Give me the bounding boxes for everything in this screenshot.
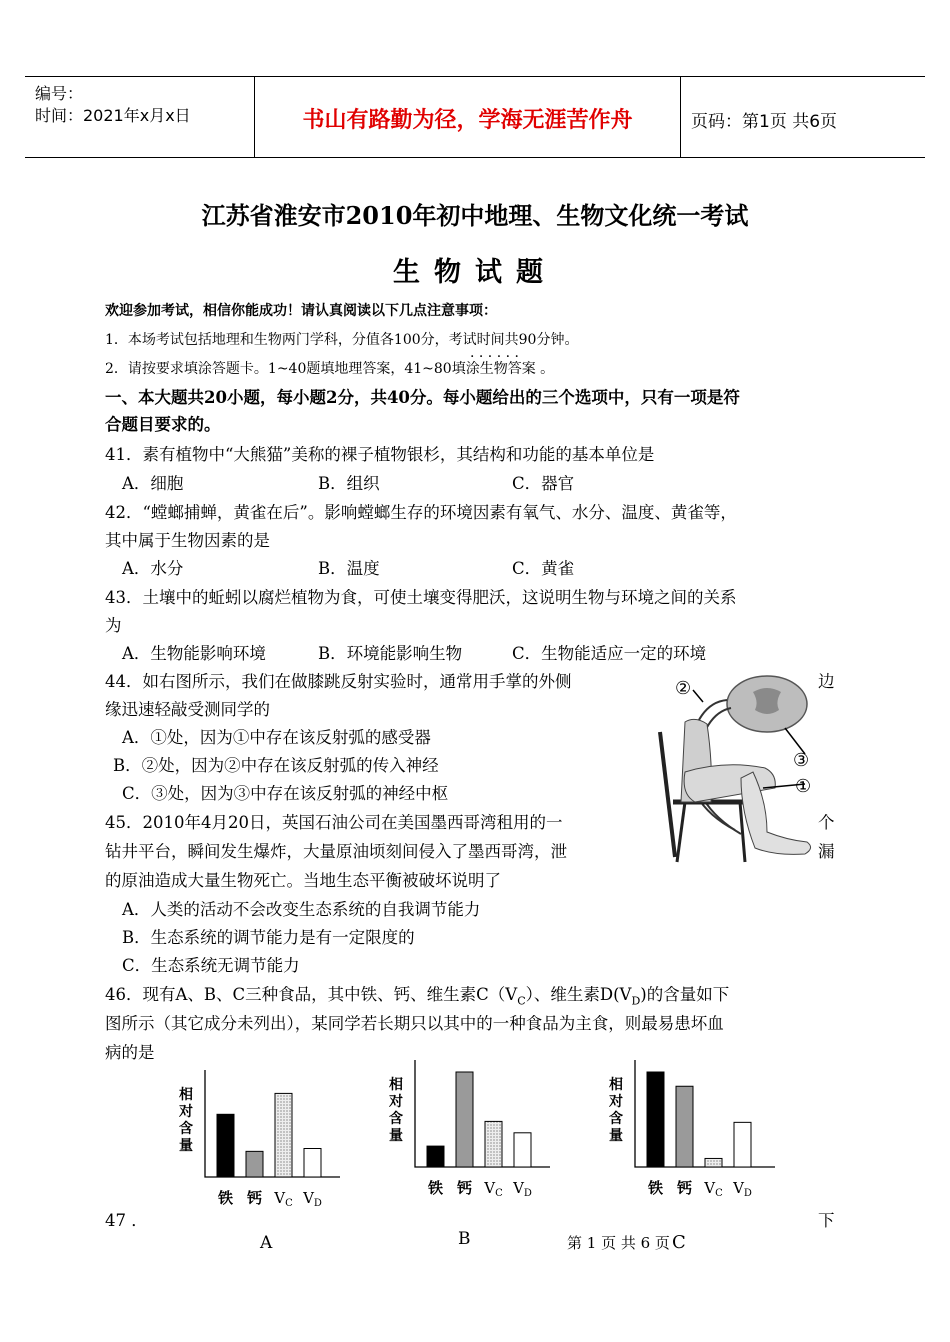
option-44-c: C．③处，因为③中存在该反射弧的神经中枢 <box>122 784 449 803</box>
chart-bar-4 <box>514 1133 531 1167</box>
section-heading-cont: 合题目要求的。 <box>105 415 221 434</box>
question-45-tail2: 漏 <box>818 842 835 861</box>
chart-tick-label: $V_C$ <box>484 1179 503 1199</box>
option-45-c: C．生态系统无调节能力 <box>122 956 300 975</box>
chart-tick-label: 铁 <box>217 1189 234 1207</box>
question-47-tail: 下 <box>818 1211 835 1230</box>
chart-tick-label: 铁 <box>427 1179 444 1197</box>
chair-leg <box>660 732 675 857</box>
knee-reflex-figure <box>645 662 825 872</box>
option-42-c: C．黄雀 <box>512 559 575 578</box>
option-43-a: A．生物能影响环境 <box>122 644 266 663</box>
q46-sub: D <box>631 994 641 1008</box>
option-44-a: A．①处，因为①中存在该反射弧的感受器 <box>122 728 431 747</box>
q46-text: 46．现有A、B、C三种食品，其中铁、钙、维生素C（V <box>105 985 518 1004</box>
option-42-b: B．温度 <box>318 559 380 578</box>
page-footer <box>567 1232 686 1253</box>
exam-title: 江苏省淮安市2010年初中地理、生物文化统一考试 <box>201 201 749 230</box>
chart-tick-label: $V_D$ <box>303 1189 322 1209</box>
question-43: 43．土壤中的蚯蚓以腐烂植物为食，可使土壤变得肥沃，这说明生物与环境之间的关系 <box>105 588 737 607</box>
question-43-cont: 为 <box>105 616 122 635</box>
chart-ylabel: 相对含量 <box>609 1077 623 1144</box>
chart-bar-3 <box>485 1121 502 1167</box>
chart-tick-label: 钙 <box>456 1179 473 1197</box>
chair-leg <box>677 802 685 862</box>
chart-bar-2 <box>676 1086 693 1167</box>
figure-label-1: ① <box>795 776 812 797</box>
header-bar <box>25 76 925 158</box>
chart-b <box>385 1055 550 1205</box>
chart-ylabel: 相对含量 <box>179 1087 193 1154</box>
chart-bar-1 <box>427 1146 444 1167</box>
chart-tick-label: $V_D$ <box>513 1179 532 1199</box>
footer-text: 第 1 页 共 6 页 <box>567 1234 670 1252</box>
question-45: 45．2010年4月20日，英国石油公司在美国墨西哥湾租用的一 <box>105 813 563 832</box>
q46-text: )的含量如下 <box>640 985 730 1004</box>
header-meta <box>35 83 191 127</box>
question-46 <box>105 981 729 1007</box>
note-1: 1．本场考试包括地理和生物两门学科，分值各100分，考试时间共90分钟。 <box>105 332 579 348</box>
question-44: 44．如右图所示，我们在做膝跳反射实验时，通常用手掌的外侧 <box>105 672 572 691</box>
q46-sub: C <box>517 994 526 1008</box>
question-47: 47 ． <box>105 1211 148 1230</box>
chart-c-label: C <box>671 1232 686 1253</box>
chart-tick-label: $V_C$ <box>274 1189 293 1209</box>
question-42: 42．“螳螂捕蝉，黄雀在后”。影响螳螂生存的环境因素有氧气、水分、温度、黄雀等， <box>105 503 737 522</box>
chart-bar-2 <box>246 1151 263 1177</box>
option-45-a: A．人类的活动不会改变生态系统的自我调节能力 <box>122 900 481 919</box>
gray-matter-shape <box>753 688 781 714</box>
chart-bar-1 <box>217 1114 234 1177</box>
exam-subtitle: 生物试题 <box>393 257 557 288</box>
figure-label-2: ② <box>675 678 692 699</box>
option-41-b: B．组织 <box>318 474 380 493</box>
option-45-b: B．生态系统的调节能力是有一定限度的 <box>122 928 415 947</box>
chart-a-label: A <box>260 1233 273 1253</box>
chart-ylabel: 相对含量 <box>389 1077 403 1144</box>
number-label: 编号： <box>35 84 84 103</box>
chart-bar-4 <box>304 1149 321 1178</box>
option-41-a: A．细胞 <box>122 474 184 493</box>
chart-a <box>175 1065 340 1215</box>
chart-bar-3 <box>275 1093 292 1177</box>
option-41-c: C．器官 <box>512 474 575 493</box>
question-45-tail: 个 <box>818 813 835 832</box>
question-45-cont: 钻井平台，瞬间发生爆炸，大量原油顷刻间侵入了墨西哥湾，泄 <box>105 842 567 861</box>
time-label: 时间：2021年x月x日 <box>35 106 191 125</box>
chart-tick-label: 钙 <box>676 1179 693 1197</box>
question-46-cont: 图所示（其它成分未列出），某同学若长期只以其中的一种食品为主食，则最易患坏血 <box>105 1014 724 1033</box>
emphasis-dots: · · · · · · <box>470 349 519 365</box>
chart-c <box>605 1055 785 1205</box>
chart-tick-label: $V_D$ <box>733 1179 752 1199</box>
chart-tick-label: $V_C$ <box>704 1179 723 1199</box>
chart-tick-label: 钙 <box>246 1189 263 1207</box>
motto: 书山有路勤为径，学海无涯苦作舟 <box>302 108 633 133</box>
chart-b-label: B <box>458 1229 471 1249</box>
question-42-cont: 其中属于生物因素的是 <box>105 531 270 550</box>
chart-bar-4 <box>734 1122 751 1167</box>
option-42-a: A．水分 <box>122 559 184 578</box>
option-43-c: C．生物能适应一定的环境 <box>512 644 707 663</box>
chart-bar-3 <box>705 1158 722 1167</box>
option-44-b: B．②处，因为②中存在该反射弧的传入神经 <box>113 756 439 775</box>
section-heading: 一、本大题共20小题，每小题2分，共40分。每小题给出的三个选项中，只有一项是符 <box>105 388 740 407</box>
question-44-cont: 缘迅速轻敲受测同学的 <box>105 700 270 719</box>
intro-text: 欢迎参加考试，相信你能成功！请认真阅读以下几点注意事项： <box>105 303 497 319</box>
divider <box>680 77 681 157</box>
figure-label-3: ③ <box>793 750 810 771</box>
page-info: 页码：第1页 共6页 <box>691 112 838 132</box>
pointer-line <box>693 690 703 702</box>
q46-text: ）、维生素D(V <box>525 985 632 1004</box>
chart-bar-2 <box>456 1072 473 1167</box>
chart-bar-1 <box>647 1072 664 1167</box>
option-43-b: B．环境能影响生物 <box>318 644 463 663</box>
chart-tick-label: 铁 <box>647 1179 664 1197</box>
question-44-tail: 边 <box>818 672 835 691</box>
note-2: 2．请按要求填涂答题卡。1~40题填地理答案，41~80填涂生物答案 。 <box>105 361 555 377</box>
question-46-cont2: 病的是 <box>105 1043 155 1062</box>
question-41: 41．素有植物中“大熊猫”美称的裸子植物银杉，其结构和功能的基本单位是 <box>105 445 655 464</box>
question-45-cont2: 的原油造成大量生物死亡。当地生态平衡被破坏说明了 <box>105 871 501 890</box>
